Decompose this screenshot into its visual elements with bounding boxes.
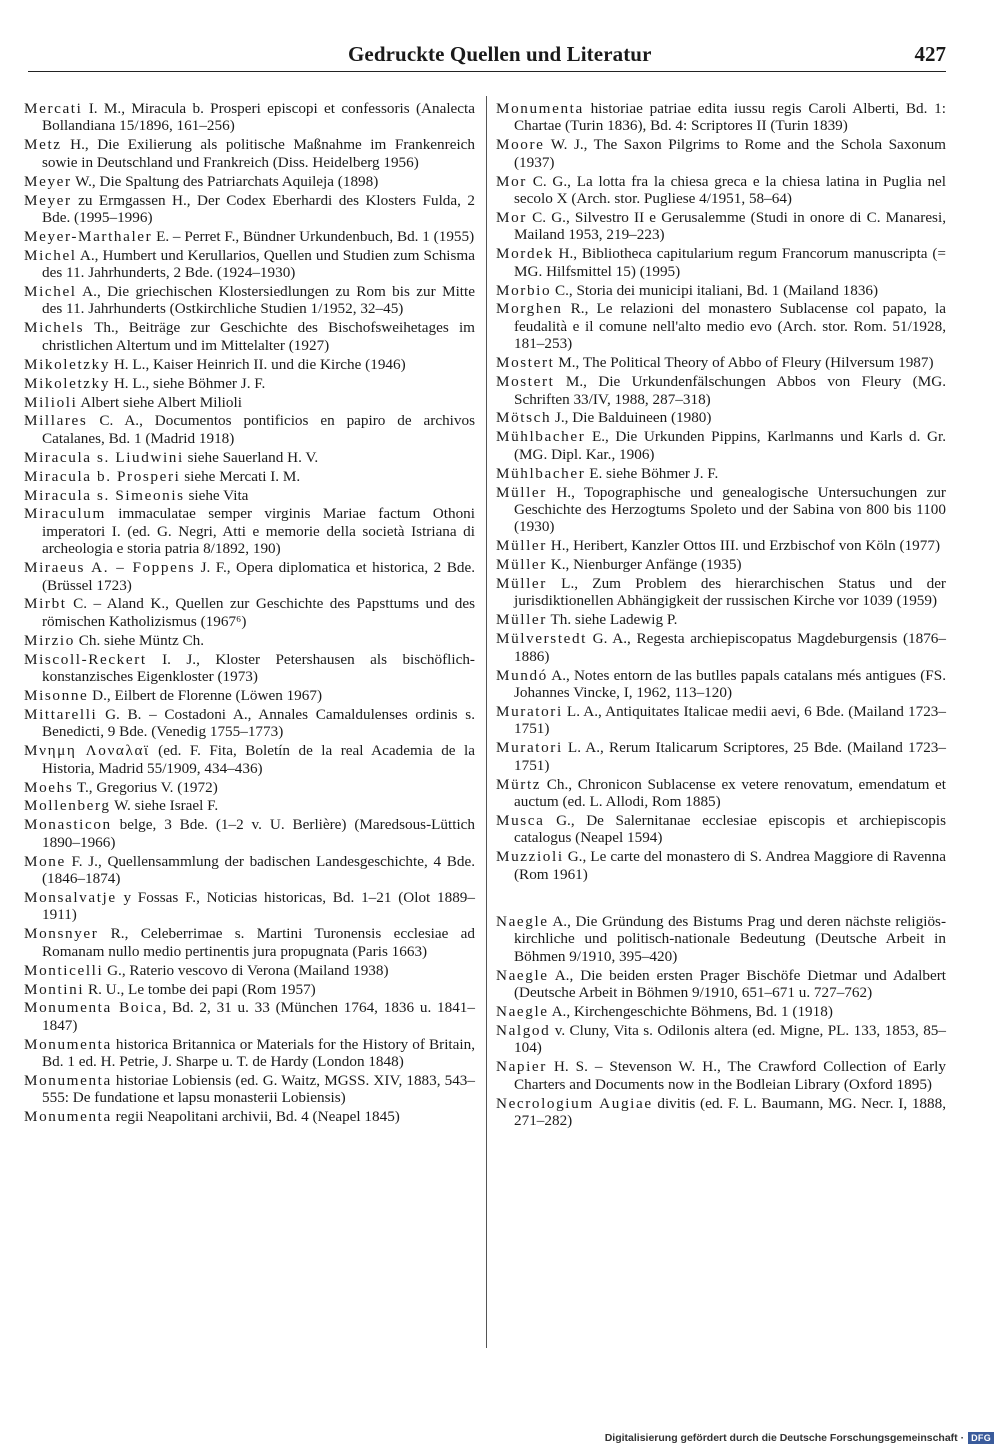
entry-citation: E. siehe Böhmer J. F. (585, 464, 719, 482)
entry-citation: H. L., Kaiser Heinrich II. und die Kirche (1946) (110, 355, 406, 373)
bibliography-entry (24, 283, 475, 318)
entry-author: Miracula s. Liudwini (24, 448, 184, 466)
bibliography-entry (496, 1058, 946, 1093)
entry-author: Nalgod (496, 1021, 551, 1039)
entry-author: Meyer (24, 172, 72, 190)
bibliography-entry (496, 354, 946, 371)
entry-citation: R., Le relazioni del monastero Sublacense col papato, la feudalità e il comune nell'alto medio evo (Arch. stor. Rom. 51/1928, 181–253) (514, 300, 946, 353)
bibliography-entry (496, 465, 946, 482)
bibliography-entry (496, 967, 946, 1002)
entry-citation: H. S. – Stevenson W. H., The Crawford Collection of Early Charters and Documents now in the Bodleian Library (Oxford 1895) (514, 1058, 946, 1093)
entry-author: Misonne (24, 687, 89, 704)
bibliography-entry (24, 1108, 475, 1125)
entry-citation: W. siehe Israel F. (110, 797, 219, 815)
entry-author: Müller (496, 556, 547, 574)
bibliography-entry (496, 630, 946, 665)
bibliography-entry (496, 100, 946, 135)
entry-citation: Ch., Chronicon Sublacense ex vetere renovatum, emendatum et auctum (ed. L. Allodi, Rom 1885) (514, 775, 946, 810)
entry-citation: C. A., Documentos pontificios en papiro de archivos Catalanes, Bd. 1 (Madrid 1918) (42, 412, 475, 447)
bibliography-entry (24, 449, 475, 466)
entry-author: Michel (24, 283, 77, 301)
entry-citation: historiae Lobiensis (ed. G. Waitz, MGSS. XIV, 1883, 543–555: De fundatione et lapsu monasterii Lobiensis) (42, 1072, 475, 1107)
entry-author: Mercati (24, 100, 83, 117)
entry-author: Mor (496, 172, 527, 190)
entry-author: Naegle (496, 1003, 549, 1020)
bibliography-entry (496, 209, 946, 244)
entry-citation: A., Notes entorn de las butlles papals catalans més antigues (FS. Johannes Vincke, I, 1962, 113–120) (514, 666, 946, 701)
entry-citation: I. M., Miracula b. Prosperi episcopi et confessoris (Analecta Bollandiana 15/1896, 161–256) (42, 100, 475, 135)
entry-author: Mostert (496, 373, 555, 391)
entry-author: Naegle (496, 912, 549, 930)
entry-citation: siehe Mercati I. M. (180, 467, 301, 485)
entry-citation: L. A., Antiquitates Italicae medii aevi, 6 Bde. (Mailand 1723–1751) (514, 702, 946, 738)
bibliography-entry (24, 505, 475, 557)
entry-citation: siehe Vita (184, 486, 249, 504)
entry-author: Mor (496, 208, 527, 226)
bibliography-entry (496, 537, 946, 554)
bibliography-entry (24, 412, 475, 447)
bibliography-entry (496, 1022, 946, 1057)
entry-author: Mühlbacher (496, 464, 586, 482)
entry-author: Müller (496, 575, 547, 593)
entry-citation: Ch. siehe Müntz Ch. (74, 631, 205, 649)
entry-author: Meyer (24, 191, 72, 209)
dfg-logo: DFG (968, 1432, 994, 1444)
entry-author: Mikoletzky (24, 355, 111, 373)
bibliography-entry (24, 889, 475, 924)
bibliography-entry (24, 228, 475, 245)
entry-author: Miraculum (24, 505, 106, 523)
entry-citation: H., Heribert, Kanzler Ottos III. und Erzbischof von Köln (1977) (546, 537, 941, 555)
entry-citation: J., Die Balduineen (1980) (551, 409, 712, 427)
entry-author: Monasticon (24, 816, 112, 834)
bibliography-entry (496, 409, 946, 426)
entry-citation: regii Neapolitani archivii, Bd. 4 (Neapel 1845) (111, 1108, 400, 1126)
entry-citation: A., Kirchengeschichte Böhmens, Bd. 1 (1918) (548, 1003, 833, 1020)
entry-citation: H. L., siehe Böhmer J. F. (110, 374, 266, 392)
page-title: Gedruckte Quellen und Literatur (348, 42, 652, 66)
bibliography-entry (24, 981, 475, 998)
bibliography-entry (496, 484, 946, 536)
entry-citation: G., De Salernitanae ecclesiae episcopis et archiepiscopis catalogus (Neapel 1594) (514, 811, 946, 847)
entry-author: Michel (24, 246, 77, 264)
entry-citation: zu Ermgassen H., Der Codex Eberhardi des Klosters Fulda, 2 Bde. (1995–1996) (42, 191, 475, 226)
entry-citation: siehe Sauerland H. V. (183, 448, 319, 466)
entry-citation: A., Humbert und Kerullarios, Quellen und Studien zum Schisma des 11. Jahrhunderts, 2 Bde. (1924–1930) (42, 246, 475, 282)
entry-citation: H., Topographische und genealogische Untersuchungen zur Geschichte des Herzogtums Spoleto und der Sabina von 800 bis 1100 (1930) (514, 483, 946, 536)
bibliography-entry (496, 428, 946, 463)
entry-citation: G. A., Regesta archiepiscopatus Magdeburgensis (1876–1886) (514, 630, 946, 665)
page-number: 427 (914, 42, 946, 66)
entry-author: Necrologium Augiae (496, 1094, 653, 1112)
entry-citation: C., Storia dei municipi italiani, Bd. 1 (Mailand 1836) (551, 281, 879, 299)
entry-author: Miracula b. Prosperi (24, 467, 181, 485)
entry-citation: v. Cluny, Vita s. Odilonis altera (ed. Migne, PL. 133, 1853, 85–104) (514, 1021, 946, 1057)
bibliography-entry (24, 100, 475, 135)
bibliography-entry (24, 1036, 475, 1071)
entry-author: Mollenberg (24, 797, 111, 815)
entry-author: Metz (24, 136, 62, 154)
entry-author: Millares (24, 412, 88, 430)
entry-author: Mühlbacher (496, 428, 586, 446)
entry-author: Monticelli (24, 961, 104, 979)
bibliography-entry (24, 595, 475, 630)
bibliography-entry (24, 925, 475, 960)
bibliography-entry (24, 356, 475, 373)
left-column (24, 100, 475, 1127)
entry-citation: F. J., Quellensammlung der badischen Landesgeschichte, 4 Bde. (1846–1874) (42, 852, 475, 888)
entry-citation: I. J., Kloster Petershausen als bischöflich-konstanzisches Eigenkloster (1973) (42, 650, 475, 686)
entry-author: Muzzioli (496, 848, 564, 866)
entry-author: Mordek (496, 245, 554, 263)
entry-author: Morbio (496, 281, 552, 299)
entry-citation: immaculatae semper virginis Mariae factum Othoni imperatori I. (ed. G. Negri, Atti e memorie della società Istriana di archeologia e storia patria 8/1892, 190) (42, 505, 475, 558)
entry-author: Monsalvatje (24, 888, 117, 906)
entry-citation: (ed. F. Fita, Boletín de la real Academia de la Historia, Madrid 55/1909, 434–436) (42, 742, 475, 777)
entry-citation: y Fossas F., Noticias historicas, Bd. 1–21 (Olot 1889–1911) (42, 888, 475, 924)
entry-citation: M., Die Urkundenfälschungen Abbos von Fleury (MG. Schriften 33/IV, 1988, 287–318) (514, 373, 946, 408)
bibliography-entry (24, 1072, 475, 1107)
entry-author: Mittarelli (24, 705, 98, 723)
entry-author: Μνημη Λοναλαϊ (24, 742, 150, 760)
entry-author: Musca (496, 811, 545, 829)
entry-author: Miraeus A. – Foppens (24, 559, 196, 577)
entry-author: Michels (24, 319, 85, 337)
bibliography-entry (496, 739, 946, 774)
entry-author: Monumenta Boica (24, 999, 163, 1017)
entry-author: Müller (496, 537, 547, 555)
entry-author: Napier (496, 1058, 547, 1076)
entry-author: Muratori (496, 739, 563, 757)
bibliography-entry (24, 999, 475, 1034)
column-divider (486, 96, 487, 1348)
bibliography-entry (24, 632, 475, 649)
entry-citation: R. U., Le tombe dei papi (Rom 1957) (84, 980, 316, 998)
entry-citation: L., Zum Problem des hierarchischen Status und der jurisdiktionellen Abhängigkeit der russischen Kirche vor 1039 (1959) (514, 575, 946, 610)
bibliography-entry (496, 136, 946, 171)
bibliography-entry (496, 282, 946, 299)
bibliography-entry (24, 559, 475, 594)
bibliography-entry (24, 136, 475, 171)
entry-citation: A., Die griechischen Klostersiedlungen zu Rom bis zur Mitte des 11. Jahrhunderts (Ostkirchliche Studien 1/1952, 32–45) (42, 283, 475, 318)
entry-author: Morghen (496, 300, 563, 318)
entry-author: Mikoletzky (24, 374, 111, 392)
entry-author: Mötsch (496, 409, 552, 427)
bibliography-entry (496, 667, 946, 702)
entry-author: Meyer-Marthaler (24, 227, 153, 245)
entry-citation: J. F., Opera diplomatica et historica, 2 Bde. (Brüssel 1723) (42, 559, 475, 594)
entry-citation: historiae patriae edita iussu regis Caroli Alberti, Bd. 1: Chartae (Turin 1836), Bd. 4: Scriptores II (Turin 1839) (514, 100, 946, 135)
entry-citation: A., Die beiden ersten Prager Bischöfe Dietmar und Adalbert (Deutsche Arbeit in Böhmen 9/1910, 651–671 u. 727–762) (514, 966, 946, 1002)
bibliography-entry (496, 300, 946, 352)
bibliography-entry (496, 373, 946, 408)
entry-author: Monumenta (24, 1035, 112, 1053)
entry-author: Mirzio (24, 631, 75, 649)
entry-citation: E., Die Urkunden Pippins, Karlmanns und Karls d. Gr. (MG. Dipl. Kar., 1906) (514, 428, 946, 463)
bibliography-entry (496, 1003, 946, 1020)
footer-text: Digitalisierung gefördert durch die Deutsche Forschungsgemeinschaft · (604, 1432, 965, 1444)
entry-author: Mirbt (24, 595, 67, 613)
entry-author: Naegle (496, 966, 549, 984)
entry-citation: Th., Beiträge zur Geschichte des Bischofsweihetages im christlichen Altertum und im Mittelalter (1927) (42, 319, 475, 354)
bibliography-entry (496, 611, 946, 628)
bibliography-entry (24, 779, 475, 796)
entry-citation: G., Le carte del monastero di S. Andrea Maggiore di Ravenna (Rom 1961) (514, 848, 946, 883)
entry-citation: E. – Perret F., Bündner Urkundenbuch, Bd. 1 (1955) (152, 227, 475, 245)
bibliography-entry (496, 776, 946, 811)
bibliography-entry (24, 375, 475, 392)
entry-author: Mülverstedt (496, 630, 587, 648)
bibliography-entry (24, 394, 475, 411)
bibliography-entry (24, 487, 475, 504)
bibliography-entry (24, 192, 475, 227)
bibliography-entry (24, 853, 475, 888)
entry-author: Müller (496, 483, 547, 501)
entry-author: Monumenta (24, 1108, 112, 1126)
bibliography-entry (496, 1095, 946, 1130)
entry-citation: M., The Political Theory of Abbo of Fleury (Hilversum 1987) (554, 354, 934, 372)
digitization-footer (605, 1432, 994, 1444)
bibliography-entry (496, 913, 946, 965)
entry-citation: historica Britannica or Materials for the History of Britain, Bd. 1 ed. H. Petrie, J. Sharpe u. T. de Hardy (London 1848) (42, 1035, 475, 1071)
entry-citation: G. B. – Costadoni A., Annales Camaldulenses ordinis s. Benedicti, 9 Bde. (Venedig 1755–1773) (42, 705, 475, 741)
bibliography-entry (24, 962, 475, 979)
bibliography-entry (496, 812, 946, 847)
entry-author: Moehs (24, 778, 74, 796)
bibliography-entry (24, 687, 475, 704)
entry-citation: R., Celeberrimae s. Martini Turonensis ecclesiae ad Romanam nullo medio pertinentis jura propugnata (Paris 1663) (42, 925, 475, 960)
entry-citation: D., Eilbert de Florenne (Löwen 1967) (88, 687, 323, 704)
entry-author: Milioli (24, 393, 78, 411)
entry-author: Miscoll-Reckert (24, 650, 147, 668)
entry-citation: W., Die Spaltung des Patriarchats Aquileja (1898) (71, 172, 379, 190)
entry-citation: C. G., Silvestro II e Gerusalemme (Studi in onore di C. Manaresi, Mailand 1953, 219–223) (514, 208, 946, 244)
bibliography-entry (496, 575, 946, 610)
entry-citation: L. A., Rerum Italicarum Scriptores, 25 Bde. (Mailand 1723–1751) (514, 739, 946, 774)
bibliography-entry (496, 245, 946, 280)
entry-citation: C. G., La lotta fra la chiesa greca e la chiesa latina in Puglia nel secolo X (Arch. stor. Pugliese 4/1951, 58–64) (514, 172, 946, 208)
entry-citation: H., Bibliotheca capitularium regum Francorum manuscripta (= MG. Hilfsmittel 15) (1995) (514, 245, 946, 280)
bibliography-entry (24, 816, 475, 851)
right-column (496, 100, 946, 1131)
entry-author: Montini (24, 980, 85, 998)
entry-author: Mürtz (496, 775, 542, 793)
entry-author: Müller (496, 611, 547, 629)
entry-citation: T., Gregorius V. (1972) (73, 778, 218, 796)
entry-citation: K., Nienburger Anfänge (1935) (546, 556, 742, 574)
entry-citation: divitis (ed. F. L. Baumann, MG. Necr. I, 1888, 271–282) (514, 1094, 946, 1129)
entry-citation: W. J., The Saxon Pilgrims to Rome and the Schola Saxonum (1937) (514, 136, 946, 171)
entry-author: Monsnyer (24, 925, 99, 943)
entry-citation: , Bd. 2, 31 u. 33 (München 1764, 1836 u. 1841–1847) (42, 999, 475, 1034)
bibliography-entry (24, 247, 475, 282)
entry-citation: H., Die Exilierung als politische Maßnahme im Frankenreich sowie in Deutschland und Frankreich (Diss. Heidelberg 1956) (42, 136, 475, 171)
running-header (28, 40, 946, 70)
entry-author: Moore (496, 136, 545, 154)
entry-citation: Albert siehe Albert Milioli (77, 393, 242, 411)
entry-author: Miracula s. Simeonis (24, 486, 185, 504)
entry-author: Mundó (496, 666, 548, 684)
bibliography-entry (496, 173, 946, 208)
entry-citation: G., Raterio vescovo di Verona (Mailand 1938) (103, 961, 389, 979)
entry-citation: Th. siehe Ladewig P. (546, 611, 678, 629)
entry-author: Monumenta (24, 1072, 112, 1090)
entry-author: Muratori (496, 702, 563, 720)
bibliography-entry (496, 556, 946, 573)
bibliography-entry (24, 742, 475, 777)
bibliography-entry (24, 651, 475, 686)
bibliography-entry (24, 468, 475, 485)
bibliography-entry (24, 173, 475, 190)
entry-citation: belge, 3 Bde. (1–2 v. U. Berlière) (Maredsous-Lüttich 1890–1966) (42, 816, 475, 851)
bibliography-entry (24, 797, 475, 814)
header-rule (28, 71, 946, 72)
bibliography-entry (496, 703, 946, 738)
entry-citation: C. – Aland K., Quellen zur Geschichte des Papsttums und des römischen Katholizismus (1967⁶) (42, 595, 475, 630)
bibliography-entry (24, 706, 475, 741)
bibliography-entry (24, 319, 475, 354)
entry-author: Mostert (496, 354, 555, 372)
entry-author: Monumenta (496, 100, 584, 117)
entry-citation: A., Die Gründung des Bistums Prag und deren nächste religiös-kirchliche und politisch-nationale Bedeutung (Deutsche Arbeit in Böhmen 9/1910, 395–420) (514, 912, 946, 965)
bibliography-entry (496, 848, 946, 883)
entry-author: Mone (24, 852, 66, 870)
